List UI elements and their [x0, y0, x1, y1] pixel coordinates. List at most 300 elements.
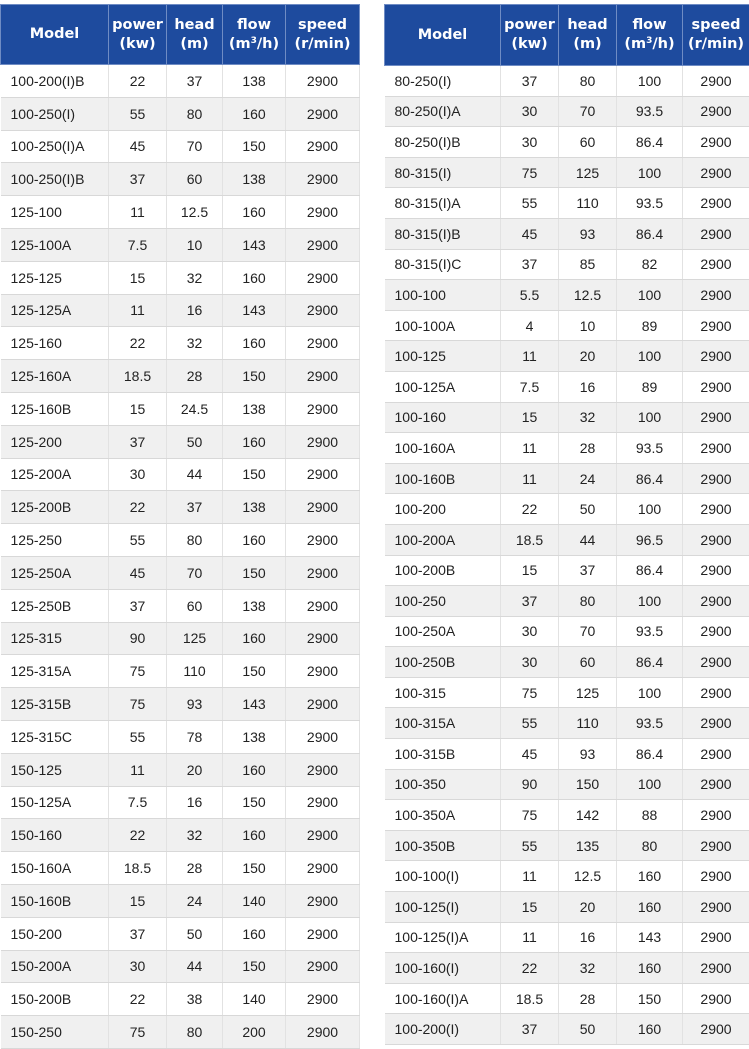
flow-cell: 160	[223, 917, 286, 950]
model-cell: 100-160B	[385, 463, 501, 494]
power-cell: 55	[501, 188, 559, 219]
pump-spec-table-left	[0, 4, 360, 1049]
flow-cell: 93.5	[617, 708, 683, 739]
flow-cell: 89	[617, 371, 683, 402]
model-cell: 100-100	[385, 280, 501, 311]
flow-cell: 160	[223, 196, 286, 229]
head-cell: 24	[559, 463, 617, 494]
model-cell: 125-160	[1, 327, 109, 360]
model-cell: 80-250(I)	[385, 66, 501, 97]
flow-cell: 138	[223, 163, 286, 196]
model-cell: 100-160A	[385, 433, 501, 464]
speed-cell: 2900	[286, 97, 360, 130]
table-header-row	[1, 5, 360, 65]
speed-cell: 2900	[683, 433, 749, 464]
power-cell: 45	[501, 739, 559, 770]
speed-cell: 2900	[286, 983, 360, 1016]
head-cell: 80	[559, 66, 617, 97]
flow-cell: 140	[223, 884, 286, 917]
flow-cell: 100	[617, 157, 683, 188]
flow-cell: 86.4	[617, 739, 683, 770]
power-cell: 37	[109, 163, 167, 196]
flow-cell: 93.5	[617, 433, 683, 464]
model-cell: 100-200(I)B	[1, 65, 109, 98]
head-cell: 80	[559, 586, 617, 617]
model-cell: 125-250B	[1, 589, 109, 622]
flow-cell: 150	[617, 983, 683, 1014]
power-cell: 55	[109, 720, 167, 753]
head-cell: 70	[167, 130, 223, 163]
model-cell: 150-200B	[1, 983, 109, 1016]
head-cell: 44	[167, 458, 223, 491]
table-row	[1, 392, 360, 425]
flow-cell: 150	[223, 360, 286, 393]
power-cell: 45	[501, 218, 559, 249]
head-cell: 60	[167, 589, 223, 622]
model-cell: 125-250A	[1, 556, 109, 589]
table-row	[385, 96, 749, 127]
table-row	[385, 463, 749, 494]
model-cell: 100-350	[385, 769, 501, 800]
flow-cell: 86.4	[617, 218, 683, 249]
power-cell: 15	[109, 884, 167, 917]
flow-cell: 160	[223, 327, 286, 360]
table-row	[385, 892, 749, 923]
model-cell: 100-160(I)A	[385, 983, 501, 1014]
flow-cell: 86.4	[617, 127, 683, 158]
table-body-right	[385, 66, 749, 1045]
table-row	[385, 953, 749, 984]
power-cell: 37	[109, 917, 167, 950]
table-row	[385, 494, 749, 525]
head-cell: 32	[167, 327, 223, 360]
model-cell: 100-200(I)	[385, 1014, 501, 1045]
speed-cell: 2900	[286, 884, 360, 917]
speed-cell: 2900	[286, 556, 360, 589]
power-cell: 22	[501, 953, 559, 984]
speed-cell: 2900	[286, 261, 360, 294]
head-cell: 110	[167, 655, 223, 688]
model-cell: 125-250	[1, 524, 109, 557]
head-cell: 93	[559, 218, 617, 249]
model-cell: 125-315	[1, 622, 109, 655]
power-cell: 30	[501, 127, 559, 158]
speed-cell: 2900	[286, 589, 360, 622]
flow-cell: 100	[617, 66, 683, 97]
power-cell: 75	[501, 157, 559, 188]
model-cell: 125-200	[1, 425, 109, 458]
table-row	[1, 360, 360, 393]
model-cell: 100-250B	[385, 647, 501, 678]
head-cell: 80	[167, 97, 223, 130]
model-cell: 100-350A	[385, 800, 501, 831]
table-row	[385, 586, 749, 617]
speed-cell: 2900	[286, 294, 360, 327]
model-cell: 100-200	[385, 494, 501, 525]
speed-cell: 2900	[683, 1014, 749, 1045]
flow-cell: 86.4	[617, 555, 683, 586]
table-row	[1, 720, 360, 753]
speed-cell: 2900	[683, 524, 749, 555]
model-cell: 80-250(I)A	[385, 96, 501, 127]
speed-cell: 2900	[286, 655, 360, 688]
table-row	[385, 341, 749, 372]
power-cell: 22	[501, 494, 559, 525]
power-cell: 37	[501, 249, 559, 280]
power-cell: 11	[109, 294, 167, 327]
model-cell: 100-250(I)	[1, 97, 109, 130]
flow-cell: 82	[617, 249, 683, 280]
speed-cell: 2900	[683, 647, 749, 678]
model-cell: 125-315A	[1, 655, 109, 688]
table-row	[385, 800, 749, 831]
head-cell: 80	[167, 1016, 223, 1049]
column-header-head: head (m)	[559, 5, 617, 66]
speed-cell: 2900	[683, 892, 749, 923]
flow-cell: 160	[223, 97, 286, 130]
table-row	[1, 688, 360, 721]
flow-cell: 100	[617, 677, 683, 708]
table-row	[385, 127, 749, 158]
head-cell: 38	[167, 983, 223, 1016]
speed-cell: 2900	[286, 753, 360, 786]
model-cell: 125-200B	[1, 491, 109, 524]
model-cell: 125-100	[1, 196, 109, 229]
head-cell: 24	[167, 884, 223, 917]
table-row	[385, 402, 749, 433]
head-cell: 110	[559, 708, 617, 739]
power-cell: 18.5	[501, 983, 559, 1014]
table-row	[1, 852, 360, 885]
head-cell: 16	[559, 371, 617, 402]
table-row	[385, 524, 749, 555]
head-cell: 125	[559, 677, 617, 708]
flow-cell: 150	[223, 786, 286, 819]
speed-cell: 2900	[683, 402, 749, 433]
model-cell: 100-200A	[385, 524, 501, 555]
model-cell: 125-125A	[1, 294, 109, 327]
table-row	[385, 739, 749, 770]
table-row	[385, 310, 749, 341]
model-cell: 100-315	[385, 677, 501, 708]
model-cell: 150-250	[1, 1016, 109, 1049]
table-row	[385, 66, 749, 97]
column-header-head: head (m)	[167, 5, 223, 65]
speed-cell: 2900	[683, 983, 749, 1014]
flow-cell: 160	[223, 425, 286, 458]
power-cell: 22	[109, 819, 167, 852]
speed-cell: 2900	[683, 341, 749, 372]
table-row	[385, 861, 749, 892]
head-cell: 50	[559, 1014, 617, 1045]
speed-cell: 2900	[286, 852, 360, 885]
model-cell: 150-160B	[1, 884, 109, 917]
speed-cell: 2900	[683, 188, 749, 219]
flow-cell: 89	[617, 310, 683, 341]
head-cell: 28	[167, 360, 223, 393]
table-row	[1, 425, 360, 458]
speed-cell: 2900	[286, 392, 360, 425]
model-cell: 150-160A	[1, 852, 109, 885]
speed-cell: 2900	[683, 371, 749, 402]
column-header-power: power (kw)	[501, 5, 559, 66]
model-cell: 100-350B	[385, 830, 501, 861]
power-cell: 45	[109, 130, 167, 163]
flow-cell: 160	[617, 953, 683, 984]
speed-cell: 2900	[683, 739, 749, 770]
speed-cell: 2900	[286, 720, 360, 753]
speed-cell: 2900	[286, 425, 360, 458]
speed-cell: 2900	[286, 360, 360, 393]
table-row	[1, 753, 360, 786]
model-cell: 80-315(I)A	[385, 188, 501, 219]
model-cell: 150-125A	[1, 786, 109, 819]
head-cell: 28	[167, 852, 223, 885]
model-cell: 100-160	[385, 402, 501, 433]
power-cell: 5.5	[501, 280, 559, 311]
head-cell: 32	[167, 819, 223, 852]
speed-cell: 2900	[683, 218, 749, 249]
table-row	[385, 249, 749, 280]
flow-cell: 143	[223, 294, 286, 327]
power-cell: 7.5	[109, 786, 167, 819]
speed-cell: 2900	[286, 819, 360, 852]
flow-cell: 143	[617, 922, 683, 953]
speed-cell: 2900	[683, 922, 749, 953]
column-header-model: Model	[1, 5, 109, 65]
head-cell: 70	[167, 556, 223, 589]
model-cell: 100-100A	[385, 310, 501, 341]
speed-cell: 2900	[683, 127, 749, 158]
speed-cell: 2900	[286, 491, 360, 524]
model-cell: 125-315B	[1, 688, 109, 721]
power-cell: 15	[501, 402, 559, 433]
table-row	[385, 188, 749, 219]
power-cell: 37	[109, 425, 167, 458]
speed-cell: 2900	[286, 130, 360, 163]
head-cell: 142	[559, 800, 617, 831]
model-cell: 125-160A	[1, 360, 109, 393]
power-cell: 30	[501, 616, 559, 647]
head-cell: 50	[167, 917, 223, 950]
power-cell: 15	[501, 892, 559, 923]
table-body-left	[1, 65, 360, 1049]
speed-cell: 2900	[683, 310, 749, 341]
table-row	[1, 65, 360, 98]
model-cell: 100-160(I)	[385, 953, 501, 984]
power-cell: 90	[109, 622, 167, 655]
power-cell: 18.5	[501, 524, 559, 555]
model-cell: 100-250	[385, 586, 501, 617]
column-header-power: power (kw)	[109, 5, 167, 65]
speed-cell: 2900	[286, 917, 360, 950]
speed-cell: 2900	[683, 953, 749, 984]
table-row	[1, 655, 360, 688]
table-header-row	[385, 5, 749, 66]
table-row	[1, 458, 360, 491]
table-row	[1, 950, 360, 983]
flow-cell: 86.4	[617, 463, 683, 494]
table-row	[1, 819, 360, 852]
column-header-speed: speed (r/min)	[286, 5, 360, 65]
flow-cell: 160	[617, 1014, 683, 1045]
flow-cell: 150	[223, 655, 286, 688]
speed-cell: 2900	[683, 157, 749, 188]
model-cell: 100-250(I)A	[1, 130, 109, 163]
power-cell: 30	[501, 96, 559, 127]
model-cell: 150-200	[1, 917, 109, 950]
table-row	[1, 556, 360, 589]
flow-cell: 138	[223, 589, 286, 622]
power-cell: 11	[501, 861, 559, 892]
head-cell: 110	[559, 188, 617, 219]
model-cell: 80-315(I)B	[385, 218, 501, 249]
flow-cell: 143	[223, 688, 286, 721]
power-cell: 30	[109, 950, 167, 983]
head-cell: 50	[559, 494, 617, 525]
model-cell: 150-125	[1, 753, 109, 786]
table-row	[385, 280, 749, 311]
model-cell: 100-125	[385, 341, 501, 372]
model-cell: 150-200A	[1, 950, 109, 983]
power-cell: 15	[109, 261, 167, 294]
head-cell: 32	[559, 402, 617, 433]
table-row	[1, 130, 360, 163]
flow-cell: 93.5	[617, 616, 683, 647]
model-cell: 80-250(I)B	[385, 127, 501, 158]
head-cell: 135	[559, 830, 617, 861]
table-row	[1, 294, 360, 327]
head-cell: 70	[559, 96, 617, 127]
speed-cell: 2900	[286, 228, 360, 261]
speed-cell: 2900	[683, 249, 749, 280]
flow-cell: 138	[223, 720, 286, 753]
flow-cell: 100	[617, 586, 683, 617]
power-cell: 11	[501, 922, 559, 953]
model-cell: 150-160	[1, 819, 109, 852]
power-cell: 11	[501, 341, 559, 372]
table-row	[1, 97, 360, 130]
speed-cell: 2900	[286, 950, 360, 983]
flow-cell: 160	[223, 753, 286, 786]
flow-cell: 160	[223, 819, 286, 852]
model-cell: 100-315A	[385, 708, 501, 739]
power-cell: 55	[109, 524, 167, 557]
head-cell: 28	[559, 983, 617, 1014]
head-cell: 150	[559, 769, 617, 800]
head-cell: 60	[167, 163, 223, 196]
power-cell: 55	[109, 97, 167, 130]
table-row	[1, 163, 360, 196]
table-row	[1, 983, 360, 1016]
power-cell: 11	[501, 463, 559, 494]
flow-cell: 160	[223, 622, 286, 655]
table-row	[385, 922, 749, 953]
power-cell: 75	[109, 1016, 167, 1049]
head-cell: 16	[167, 786, 223, 819]
power-cell: 55	[501, 708, 559, 739]
model-cell: 80-315(I)	[385, 157, 501, 188]
flow-cell: 200	[223, 1016, 286, 1049]
table-row	[385, 708, 749, 739]
model-cell: 100-100(I)	[385, 861, 501, 892]
head-cell: 78	[167, 720, 223, 753]
head-cell: 60	[559, 127, 617, 158]
table-row	[385, 218, 749, 249]
table-row	[1, 524, 360, 557]
power-cell: 30	[501, 647, 559, 678]
head-cell: 37	[167, 491, 223, 524]
speed-cell: 2900	[286, 458, 360, 491]
power-cell: 37	[501, 586, 559, 617]
power-cell: 75	[109, 688, 167, 721]
power-cell: 4	[501, 310, 559, 341]
model-cell: 100-125A	[385, 371, 501, 402]
flow-cell: 86.4	[617, 647, 683, 678]
table-row	[1, 327, 360, 360]
power-cell: 22	[109, 491, 167, 524]
power-cell: 75	[501, 677, 559, 708]
flow-cell: 96.5	[617, 524, 683, 555]
table-row	[1, 884, 360, 917]
head-cell: 28	[559, 433, 617, 464]
head-cell: 12.5	[167, 196, 223, 229]
model-cell: 100-125(I)	[385, 892, 501, 923]
speed-cell: 2900	[683, 555, 749, 586]
flow-cell: 160	[617, 861, 683, 892]
table-row	[385, 371, 749, 402]
column-header-speed: speed (r/min)	[683, 5, 749, 66]
table-row	[1, 1016, 360, 1049]
power-cell: 37	[109, 589, 167, 622]
head-cell: 12.5	[559, 861, 617, 892]
speed-cell: 2900	[683, 769, 749, 800]
flow-cell: 93.5	[617, 96, 683, 127]
speed-cell: 2900	[683, 96, 749, 127]
power-cell: 18.5	[109, 360, 167, 393]
model-cell: 100-250A	[385, 616, 501, 647]
model-cell: 100-250(I)B	[1, 163, 109, 196]
table-row	[385, 433, 749, 464]
table-row	[1, 786, 360, 819]
table-row	[385, 647, 749, 678]
power-cell: 18.5	[109, 852, 167, 885]
flow-cell: 160	[617, 892, 683, 923]
flow-cell: 150	[223, 950, 286, 983]
table-row	[385, 1014, 749, 1045]
head-cell: 37	[559, 555, 617, 586]
flow-cell: 150	[223, 458, 286, 491]
speed-cell: 2900	[286, 1016, 360, 1049]
power-cell: 11	[109, 196, 167, 229]
head-cell: 10	[559, 310, 617, 341]
flow-cell: 150	[223, 852, 286, 885]
table-row	[1, 622, 360, 655]
model-cell: 80-315(I)C	[385, 249, 501, 280]
head-cell: 125	[167, 622, 223, 655]
speed-cell: 2900	[286, 786, 360, 819]
power-cell: 75	[501, 800, 559, 831]
head-cell: 37	[167, 65, 223, 98]
head-cell: 24.5	[167, 392, 223, 425]
flow-cell: 100	[617, 402, 683, 433]
head-cell: 16	[559, 922, 617, 953]
head-cell: 80	[167, 524, 223, 557]
head-cell: 32	[167, 261, 223, 294]
flow-cell: 100	[617, 341, 683, 372]
power-cell: 45	[109, 556, 167, 589]
table-row	[1, 491, 360, 524]
